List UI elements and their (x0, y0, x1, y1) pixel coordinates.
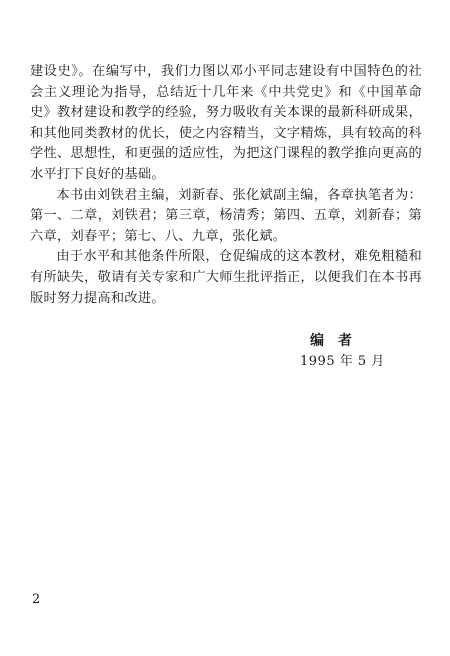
paragraph-authors: 本书由刘铁君主编，刘新春、张化斌副主编，各章执笔者为：第一、二章，刘铁君；第三章，杨清秀；第四、五章，刘新春；第六章，刘春平；第七、八、九章，张化斌。 (30, 187, 422, 244)
paragraph-apology: 由于水平和其他条件所限，仓促编成的这本教材，难免粗糙和有所缺失，敬请有关专家和广大师生批评指正，以便我们在本书再版时努力提高和改进。 (30, 249, 422, 306)
signature-date: 1995 年 5 月 (300, 354, 385, 369)
preface-body (30, 62, 422, 309)
paragraph-continuation: 建设史》。在编写中，我们力图以邓小平同志建设有中国特色的社会主义理论为指导，总结近十几年来《中共党史》和《中国革命史》教材建设和教学的经验，努力吸收有关本课的最新科研成果，和其他同类教材的优长，使之内容精当，文字精炼，具有较高的科学性、思想性，和更强的适应性，为把这门课程的教学推向更高的水平打下良好的基础。 (30, 64, 422, 182)
page-number: 2 (32, 592, 41, 607)
signature-author: 编者 (310, 333, 366, 349)
